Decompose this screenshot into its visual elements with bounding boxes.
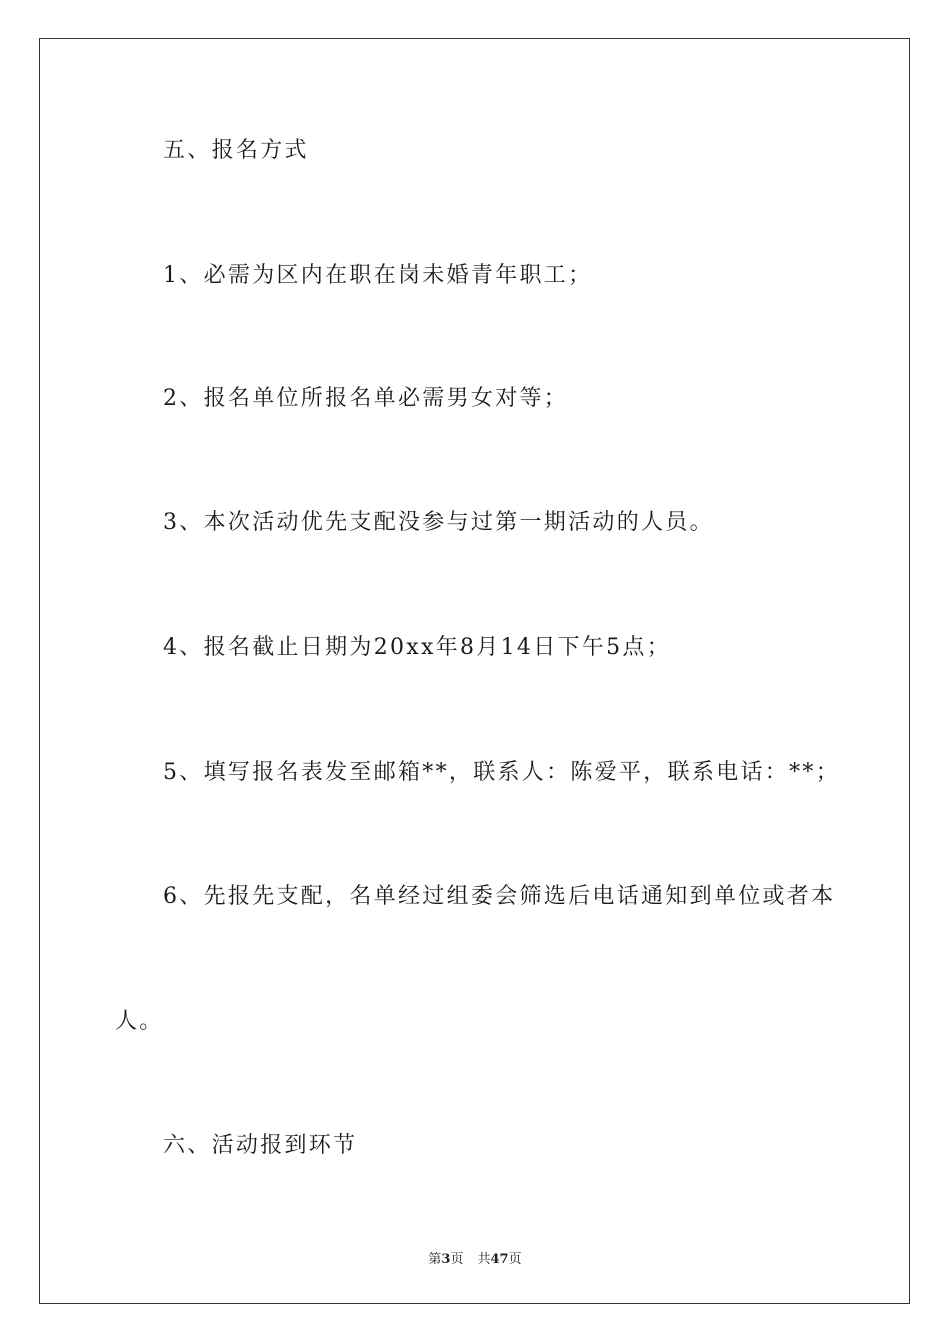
paragraph-item-2: 2、报名单位所报名单必需男女对等；: [163, 386, 569, 411]
footer-page-number: 3: [441, 1252, 451, 1267]
paragraph-item-4: 4、报名截止日期为20xx年8月14日下午5点；: [163, 635, 671, 660]
paragraph-item-6: 6、先报先支配，名单经过组委会筛选后电话通知到单位或者本: [163, 884, 836, 909]
section-heading-registration: 五、报名方式: [163, 138, 309, 163]
footer-page-suffix: 页: [450, 1252, 464, 1267]
footer-page-prefix: 第: [428, 1252, 442, 1267]
paragraph-item-5: 5、填写报名表发至邮箱**，联系人：陈爱平，联系电话：**；: [163, 760, 840, 785]
paragraph-item-1: 1、必需为区内在职在岗未婚青年职工；: [163, 263, 593, 288]
footer-total-suffix: 页: [508, 1252, 522, 1267]
page-border: [39, 38, 910, 1304]
paragraph-item-6-continuation: 人。: [115, 1009, 164, 1034]
footer-total-pages: 47: [490, 1252, 509, 1267]
footer-total-prefix: 共: [477, 1252, 491, 1267]
page-footer: [0, 1248, 950, 1267]
paragraph-item-3: 3、本次活动优先支配没参与过第一期活动的人员。: [163, 510, 714, 535]
section-heading-checkin: 六、活动报到环节: [163, 1133, 358, 1158]
